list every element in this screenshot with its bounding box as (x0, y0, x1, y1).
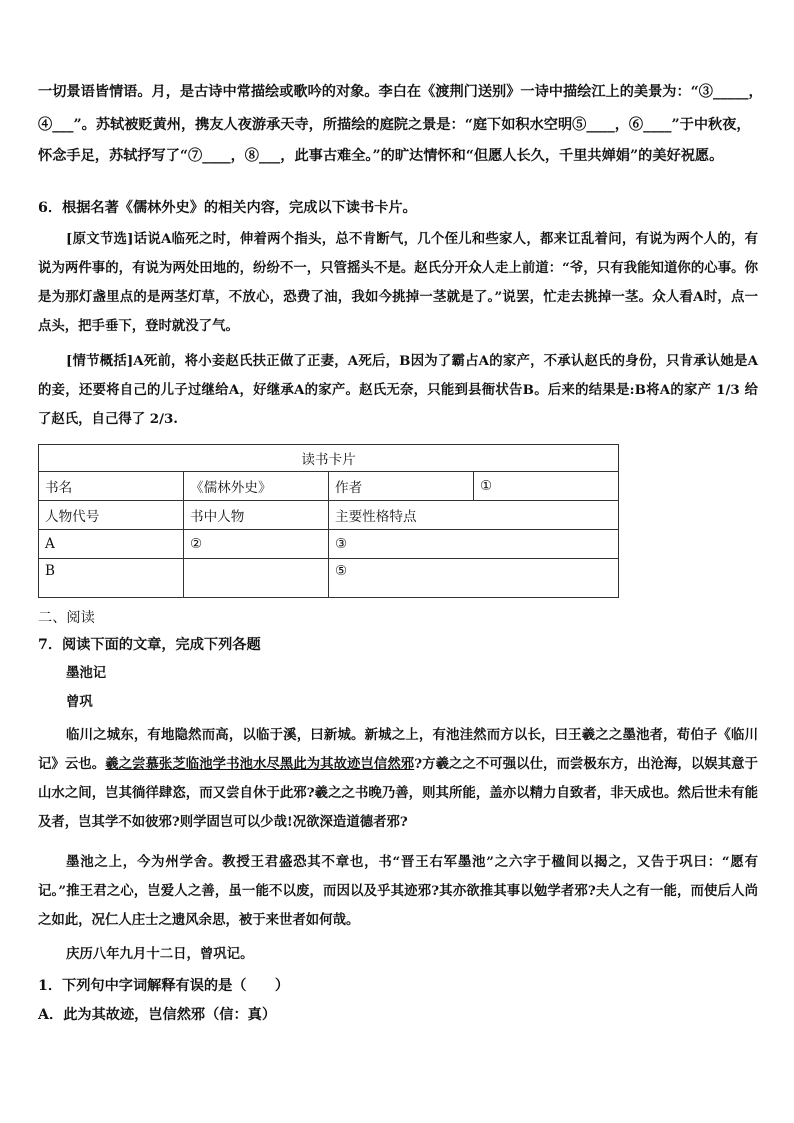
essay-p1-part-a: 临川之城东，有地隐然而高，以临于溪，曰新城。新城之上，有池洼然而方以长，曰王羲之之墨池者，荀伯子《临川记》云也。 (38, 727, 758, 772)
essay-paragraph-2: 墨池之上，今为州学舍。教授王君盛恐其不章也，书“晋王右军墨池”之六字于楹间以揭之，又告于巩曰：“愿有记。”推王君之心，岂爱人之善，虽一能不以废，而因以及乎其迹邪?其亦欲推其事以勉学者邪?夫人之有一能，而使后人尚之如此，况仁人庄士之遗风余思，被于来世者如何哉。 (38, 854, 758, 928)
card-cell-code-header: 人物代号 (39, 501, 184, 530)
top-paragraph-line2: ④___”。苏轼被贬黄州，携友人夜游承天寺，所描绘的庭院之景是：“庭下如积水空明⑤____，⑥____”于中秋夜， (38, 117, 751, 133)
card-cell-character-header: 书中人物 (184, 501, 329, 530)
q6-heading: 6．根据名著《儒林外史》的相关内容，完成以下读书卡片。 (38, 200, 417, 216)
essay-title: 墨池记 (66, 665, 107, 681)
q6-plot-summary: [情节概括]A死前，将小妾赵氏扶正做了正妻，A死后，B因为了霸占A的家产，不承认赵氏的身份，只肯承认她是A的妾，还要将自己的儿子过继给A，好继承A的家产。赵氏无奈，只能到县衙状告B。后来的结果是:B将A的家产 1/3 给了赵氏，自己得了 2/3. (38, 353, 758, 427)
card-cell-author-label: 作者 (329, 472, 474, 501)
card-cell-a-character-blank[interactable]: ② (184, 530, 329, 559)
q7-heading: 7．阅读下面的文章，完成下列各题 (38, 637, 261, 653)
card-title: 读书卡片 (39, 445, 619, 472)
card-cell-a-traits-blank[interactable]: ③ (329, 530, 619, 559)
card-cell-a-code: A (39, 530, 184, 559)
essay-date-line: 庆历八年九月十二日，曾巩记。 (66, 946, 254, 962)
section2-heading: 二、阅读 (38, 610, 95, 626)
card-cell-b-traits-blank[interactable]: ⑤ (329, 559, 619, 598)
reading-card-table (38, 444, 619, 598)
subq1-option-a[interactable]: A．此为其故迹，岂信然邪（信：真） (38, 1007, 277, 1023)
subq1-text: 1．下列句中字词解释有误的是（ ） (38, 978, 290, 994)
card-cell-b-code: B (39, 559, 184, 598)
top-paragraph-line1: 一切景语皆情语。月，是古诗中常描绘或歌吟的对象。李白在《渡荆门送别》一诗中描绘江上的美景为：“③_____， (38, 84, 763, 100)
card-cell-book-value: 《儒林外史》 (184, 472, 329, 501)
top-paragraph-line3: 怀念手足，苏轼抒写了“⑦____，⑧___，此事古难全。”的旷达情怀和“但愿人长久，千里共婵娟”的美好祝愿。 (38, 148, 724, 164)
card-cell-traits-header: 主要性格特点 (329, 501, 619, 530)
essay-p1-underlined: 羲之尝慕张芝临池学书池水尽黑此为其故迹岂信然邪 (105, 756, 415, 772)
card-cell-b-character-blank[interactable] (184, 559, 329, 598)
essay-author: 曾巩 (66, 694, 93, 710)
card-cell-author-blank[interactable]: ① (474, 472, 619, 501)
essay-p1-part-b: ?方羲之之不可强以仕，而尝极东方，出沧海，以娱其意于山水之间，岂其徜徉肆恣，而又尝自休于此邪?羲之之书晚乃善，则其所能，盖亦以精力自致者，非天成也。然后世未有能及者，岂其学不如彼邪?则学固岂可以少哉!况欲深造道德者邪? (38, 756, 758, 830)
q6-original-excerpt: [原文节选]话说A临死之时，伸着两个指头，总不肯断气，几个侄儿和些家人，都来讧乱着问，有说为两个人的，有说为两件事的，有说为两处田地的，纷纷不一，只管摇头不是。赵氏分开众人走上前道：“爷，只有我能知道你的心事。你是为那灯盏里点的是两茎灯草，不放心，恐费了油，我如今挑掉一茎就是了。”说罢，忙走去挑掉一茎。众人看A时，点一点头，把手垂下，登时就没了气。 (38, 231, 758, 334)
essay-paragraph-1 (38, 721, 758, 837)
card-cell-book-label: 书名 (39, 472, 184, 501)
